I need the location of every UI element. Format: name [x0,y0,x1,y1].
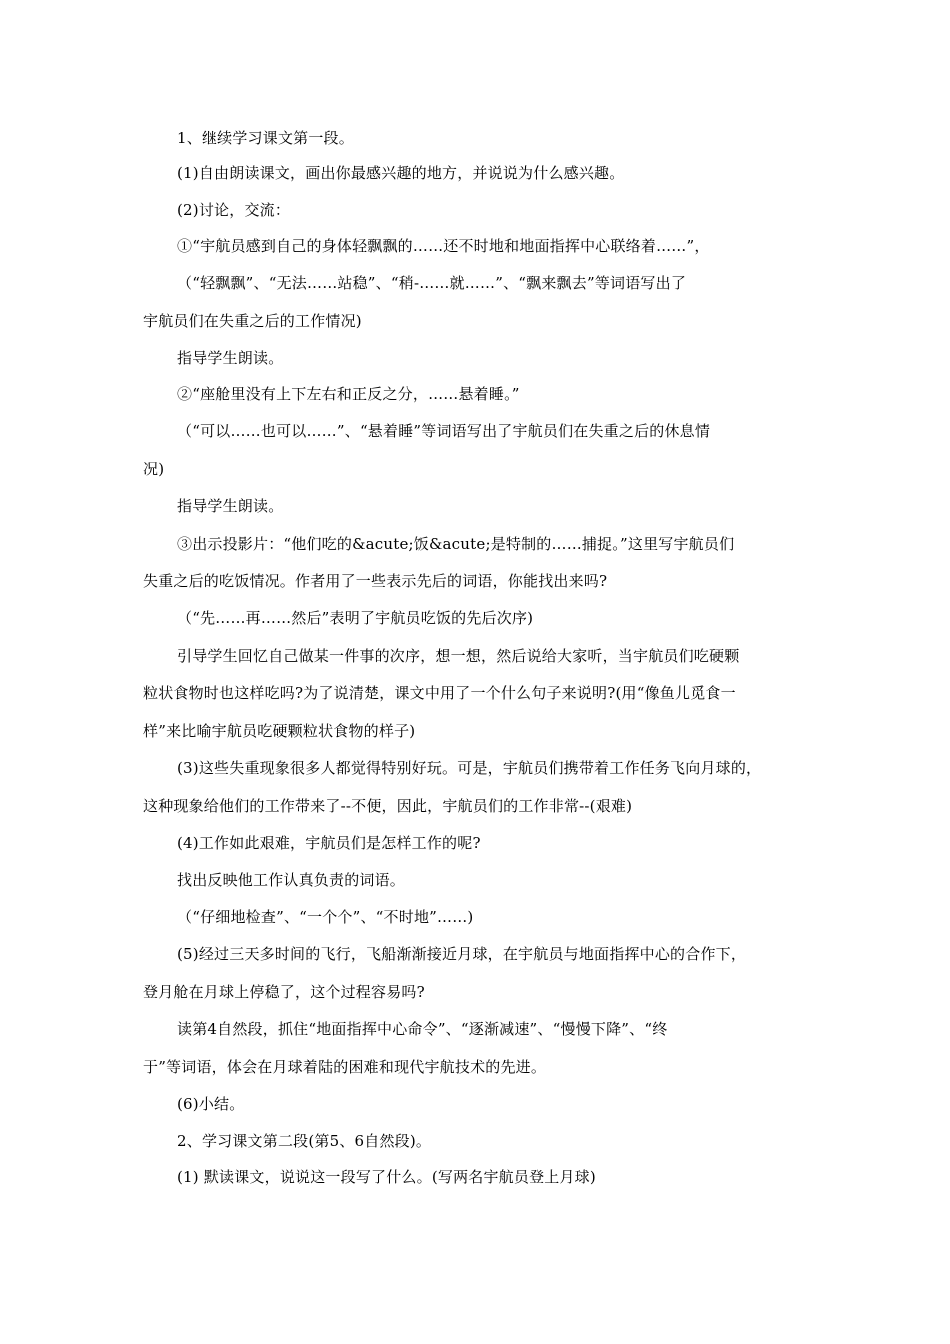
text-line: ②“座舱里没有上下左右和正反之分，……悬着睡。” [177,385,520,403]
text-line: 找出反映他工作认真负责的词语。 [177,871,406,889]
text-line: (6)小结。 [177,1095,245,1113]
text-line: （“仔细地检查”、“一个个”、“不时地”……) [177,908,474,926]
text-line: （“先……再……然后”表明了宇航员吃饭的先后次序) [177,609,534,627]
text-line: 1、继续学习课文第一段。 [177,129,354,147]
text-line: (4)工作如此艰难，宇航员们是怎样工作的呢? [177,834,481,852]
text-line: 2、学习课文第二段(第5、6自然段)。 [177,1132,432,1150]
text-line: （“可以……也可以……”、“悬着睡”等词语写出了宇航员们在失重之后的休息情 [177,422,711,440]
text-line: 于”等词语，体会在月球着陆的困难和现代宇航技术的先进。 [143,1058,547,1076]
text-line: （“轻飘飘”、“无法……站稳”、“稍-……就……”、“飘来飘去”等词语写出了 [177,274,687,292]
text-line: (2)讨论，交流： [177,201,291,219]
text-line: 登月舱在月球上停稳了，这个过程容易吗? [143,983,425,1001]
text-line: (1) 默读课文，说说这一段写了什么。(写两名宇航员登上月球) [177,1168,596,1186]
text-line: (3)这些失重现象很多人都觉得特别好玩。可是，宇航员们携带着工作任务飞向月球的， [177,759,762,777]
text-line: 样”来比喻宇航员吃硬颗粒状食物的样子) [143,722,416,740]
text-line: 指导学生朗读。 [177,349,284,367]
text-line: 这种现象给他们的工作带来了--不便，因此，宇航员们的工作非常--(艰难) [143,797,633,815]
text-line: 失重之后的吃饭情况。作者用了一些表示先后的词语，你能找出来吗? [143,572,608,590]
text-line: 宇航员们在失重之后的工作情况) [143,312,362,330]
text-line: 粒状食物时也这样吃吗?为了说清楚，课文中用了一个什么句子来说明?(用“像鱼儿觅食一 [143,684,736,702]
text-line: (1)自由朗读课文，画出你最感兴趣的地方，并说说为什么感兴趣。 [177,164,625,182]
text-line: 况) [143,460,165,478]
text-line: 指导学生朗读。 [177,497,284,515]
text-line: ③出示投影片：“他们吃的&acute;饭&acute;是特制的……捕捉。”这里写宇航员们 [177,535,735,553]
text-line: (5)经过三天多时间的飞行，飞船渐渐接近月球，在宇航员与地面指挥中心的合作下， [177,945,747,963]
text-line: ①“宇航员感到自己的身体轻飘飘的……还不时地和地面指挥中心联络着……”， [177,237,710,255]
text-line: 引导学生回忆自己做某一件事的次序，想一想，然后说给大家听，当宇航员们吃硬颗 [177,647,740,665]
text-line: 读第4自然段，抓住“地面指挥中心命令”、“逐渐减速”、“慢慢下降”、“终 [177,1020,668,1038]
